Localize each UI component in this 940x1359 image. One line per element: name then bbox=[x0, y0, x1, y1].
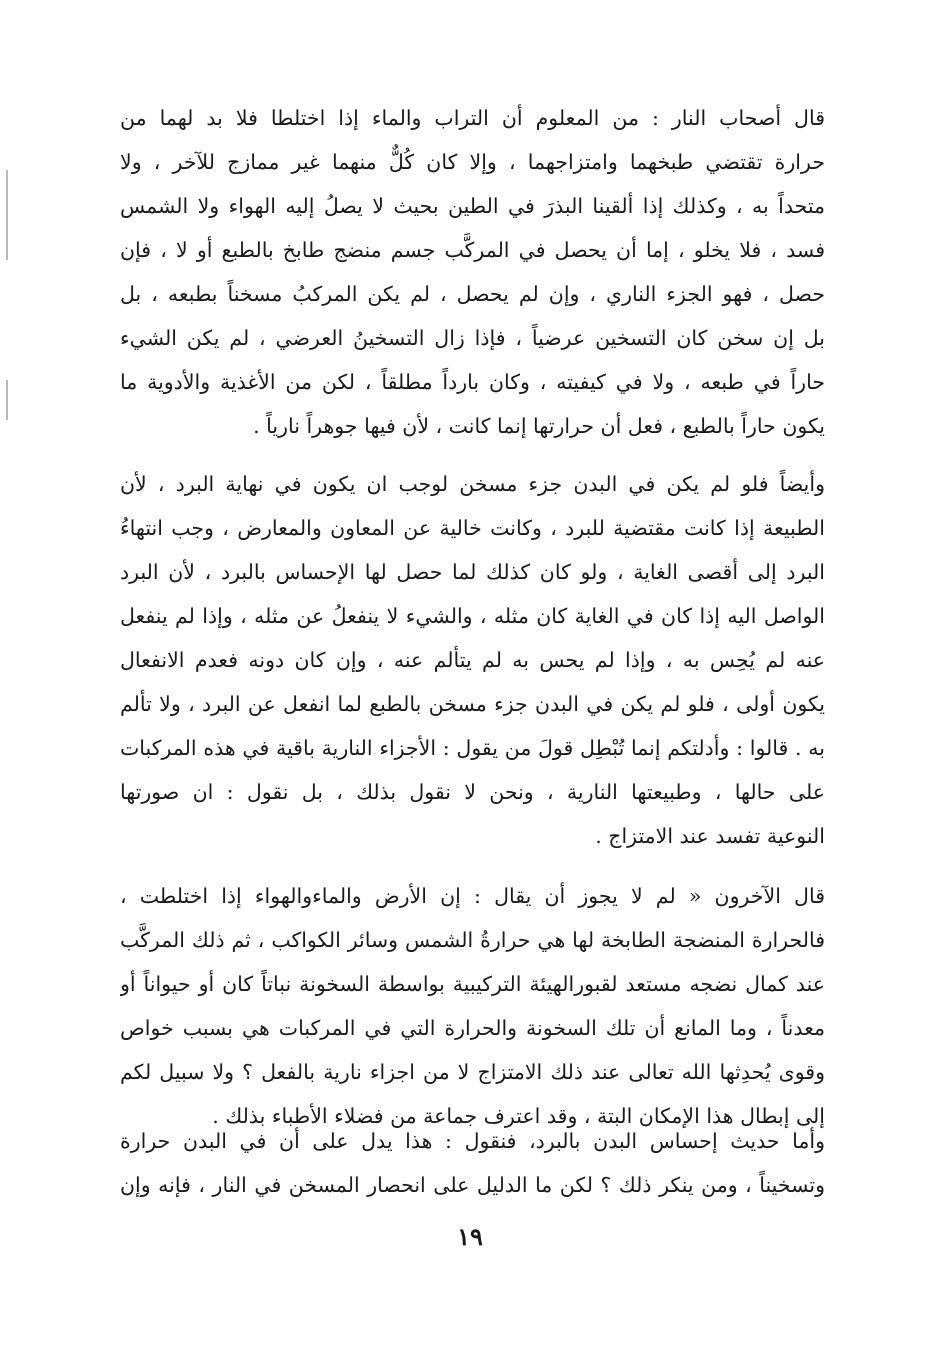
text-line: إلى إبطال هذا الإمكان البتة ، وقد اعترف جماعة من فضلاء الأطباء بذلك . bbox=[212, 1104, 825, 1128]
text-line: الواصل اليه إذا كان في الغاية كان مثله ، والشيء لا ينفعلُ عن مثله ، وإذا لم ينفعل bbox=[120, 604, 825, 628]
text-line: حرارة تقتضي طبخهما وامتزاجهما ، وإلا كان كُلٌّ منهما غير ممازج للآخر ، ولا bbox=[120, 150, 825, 174]
text-line: حاراً في طبعه ، ولا في كيفيته ، وكان بارداً مطلقاً ، لكن من الأغذية والأدوية ما bbox=[120, 370, 825, 394]
text-line: قال أصحاب النار : من المعلوم أن التراب والماء إذا اختلطا فلا بد لهما من bbox=[120, 106, 825, 130]
text-line: به . قالوا : وأدلتكم إنما تُبْطِل قولَ من يقول : الأجزاء النارية باقية في هذه المركبات bbox=[120, 736, 825, 760]
page-edge-mark-top bbox=[6, 170, 8, 260]
page-number: ١٩ bbox=[457, 1222, 483, 1251]
text-line: حصل ، فهو الجزء الناري ، وإن لم يحصل ، لم يكن المركبُ مسخناً بطبعه ، بل bbox=[120, 282, 825, 306]
paragraph-3 bbox=[120, 874, 825, 1138]
text-line: على حالها ، وطبيعتها النارية ، ونحن لا نقول بذلك ، بل نقول : ان صورتها bbox=[120, 780, 825, 804]
text-line: معدناً ، وما المانع أن تلك السخونة والحرارة التي في المركبات هي بسبب خواص bbox=[120, 1016, 825, 1040]
page-edge-mark-bottom bbox=[6, 380, 8, 420]
text-line: وتسخيناً ، ومن ينكر ذلك ؟ لكن ما الدليل على انحصار المسخن في النار ، فإنه وإن bbox=[120, 1173, 825, 1197]
text-line: وأما حديث إحساس البدن بالبرد، فنقول : هذا يدل على أن في البدن حرارة bbox=[120, 1129, 825, 1153]
text-line: بل إن سخن كان التسخين عرضياً ، فإذا زال التسخينُ العرضي ، لم يكن الشيء bbox=[120, 326, 825, 350]
paragraph-4 bbox=[120, 1119, 825, 1207]
text-line: وقوى يُحدِثها الله تعالى عند ذلك الامتزاج لا من اجزاء نارية بالفعل ؟ ولا سبيل لكم bbox=[120, 1060, 825, 1084]
text-line: فسد ، فلا يخلو ، إما أن يحصل في المركَّب جسم منضج طابخ بالطبع أو لا ، فإن bbox=[120, 238, 825, 262]
text-line: وأيضاً فلو لم يكن في البدن جزء مسخن لوجب ان يكون في نهاية البرد ، لأن bbox=[120, 472, 825, 496]
text-line: النوعية تفسد عند الامتزاج . bbox=[595, 824, 825, 848]
text-line: عنه لم يُحِس به ، وإذا لم يحس به لم يتألم عنه ، وإن كان دونه فعدم الانفعال bbox=[120, 648, 825, 672]
text-line: متحداً به ، وكذلك إذا ألقينا البذرَ في الطين بحيث لا يصلُ إليه الهواء ولا الشمس bbox=[120, 194, 825, 218]
text-line: الطبيعة إذا كانت مقتضية للبرد ، وكانت خالية عن المعاون والمعارض ، وجب انتهاءُ bbox=[120, 516, 825, 540]
text-line: يكون حاراً بالطبع ، فعل أن حرارتها إنما كانت ، لأن فيها جوهراً نارياً . bbox=[253, 414, 825, 438]
text-line: البرد إلى أقصى الغاية ، ولو كان كذلك لما حصل لها الإحساس بالبرد ، لأن البرد bbox=[120, 560, 825, 584]
text-line: قال الآخرون « لم لا يجوز أن يقال : إن الأرض والماءوالهواء إذا اختلطت ، bbox=[120, 884, 825, 908]
text-line: يكون أولى ، فلو لم يكن في البدن جزء مسخن بالطبع لما انفعل عن البرد ، ولا تألم bbox=[120, 692, 825, 716]
paragraph-1 bbox=[120, 96, 825, 448]
text-line: فالحرارة المنضجة الطابخة لها هي حرارةُ الشمس وسائر الكواكب ، ثم ذلك المركَّب bbox=[120, 928, 825, 952]
paragraph-2 bbox=[120, 462, 825, 858]
text-line: عند كمال نضجه مستعد لقبورالهيئة التركيبية بواسطة السخونة نباتاً كان أو حيواناً أو bbox=[120, 972, 825, 996]
